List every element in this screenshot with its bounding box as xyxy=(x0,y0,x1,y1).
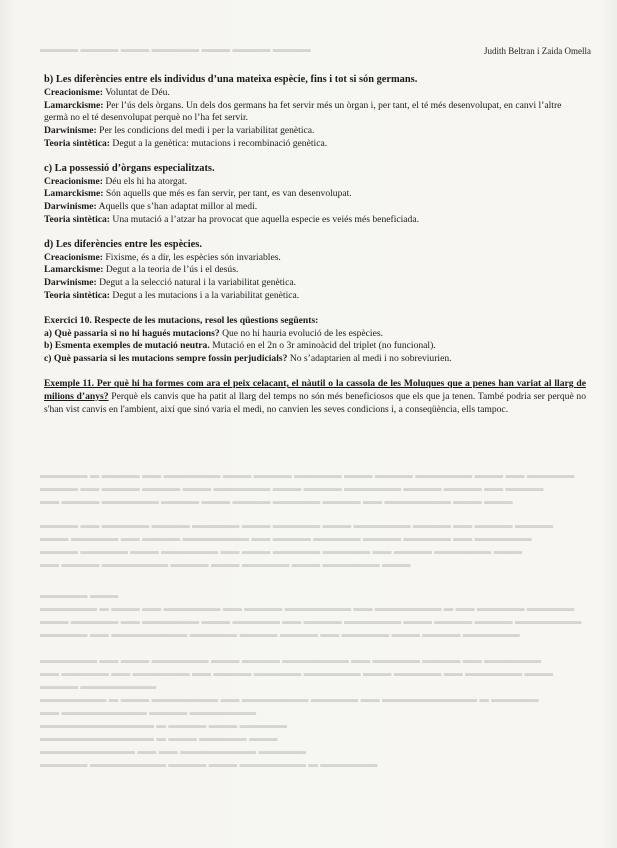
theory-answer: Degut a la selecció natural i la variabilitat genètica. xyxy=(99,277,297,289)
section-title: b) Les diferències entre els individus d’una mateixa espècie, fins i tot si són germans. xyxy=(44,74,418,85)
document-page: ▬▬▬▬ ▬▬▬▬ ▬▬▬ ▬▬▬▬▬ ▬▬▬ ▬▬▬▬ ▬▬▬▬ ▬▬▬▬▬ ▬ ▬▬▬▬ ▬▬ ▬▬▬▬▬▬ ▬▬▬ ▬▬▬▬ ▬▬▬▬▬ ▬▬▬ ▬▬▬▬ ▬▬▬▬▬▬ ▬▬▬ ▬▬ ▬▬▬▬▬ ▬▬▬▬ ▬▬ ▬▬▬▬ ▬▬▬▬ ▬▬▬ ▬▬▬▬▬▬ ▬▬▬ ▬▬▬▬ ▬▬▬▬▬▬ ▬▬▬▬ ▬▬▬▬ ▬▬ ▬▬▬▬ ▬▬ ▬▬▬▬ ▬▬▬▬▬▬ ▬▬▬▬ ▬▬▬ ▬▬▬▬ ▬▬▬▬▬ ▬▬▬▬ ▬▬ ▬▬▬▬▬▬▬ ▬▬▬ ▬▬▬ ▬▬▬▬ ▬▬ ▬▬▬▬▬ ▬▬▬▬ ▬▬▬▬▬ ▬▬▬ ▬▬▬▬▬ ▬▬▬ ▬▬▬▬▬▬ ▬▬▬▬ ▬▬ ▬▬▬▬ ▬▬▬▬ ▬▬▬ ▬▬▬▬▬ ▬▬ ▬▬▬▬ ▬▬▬▬▬▬▬ ▬▬ ▬▬▬▬ ▬▬▬▬▬ ▬▬▬▬ ▬▬▬▬▬ ▬▬ ▬▬▬▬▬▬ ▬▬▬▬ ▬▬▬▬▬ ▬▬▬ ▬▬▬▬▬▬ ▬▬ ▬▬▬ ▬▬▬▬▬ ▬▬▬▬▬ ▬▬ ▬▬▬▬ ▬▬▬▬▬▬ ▬▬▬ ▬▬ ▬▬▬▬ ▬▬▬▬▬▬▬ ▬▬▬▬ ▬▬▬ ▬▬▬▬▬ ▬▬▬ ▬▬▬▬▬▬ ▬▬▬ ▬▬▬▬▬ ▬▬▬ ▬▬▬▬▬▬ ▬ ▬▬▬ ▬▬ ▬▬▬▬▬▬ ▬▬ ▬▬▬▬ ▬▬▬▬▬▬▬ ▬▬ ▬▬▬▬▬▬▬ ▬ ▬▬ ▬▬▬▬▬ ▬▬▬▬▬ ▬▬▬ ▬▬▬▬▬ ▬▬ ▬▬▬▬▬▬ ▬▬▬ ▬▬▬▬▬ ▬▬ ▬▬▬▬ ▬▬▬▬▬▬ ▬▬▬ ▬▬▬▬ ▬▬▬▬ ▬▬▬▬▬▬▬ ▬▬▬▬▬ ▬▬ ▬▬▬▬▬▬▬▬ ▬▬▬▬▬ ▬▬▬▬ ▬▬▬▬ ▬▬ ▬▬▬▬▬ ▬▬▬ ▬▬▬▬ ▬▬▬▬▬▬ ▬▬▬▬▬▬ ▬▬ ▬▬▬ ▬▬▬▬▬▬ ▬▬▬ ▬▬▬▬ ▬▬▬▬▬▬▬ ▬▬ ▬▬▬▬▬ ▬▬▬▬ ▬▬ ▬▬▬▬▬▬ ▬▬ ▬▬▬▬▬ ▬▬ ▬▬▬▬▬▬ ▬▬ ▬▬▬▬ ▬▬▬▬▬ ▬▬▬▬▬▬ ▬▬▬ ▬▬▬▬▬ ▬▬ ▬▬▬▬▬▬ ▬▬▬ ▬▬▬▬ ▬▬▬▬▬▬▬▬ ▬▬▬▬▬▬▬ ▬ ▬▬▬ ▬▬▬▬▬▬▬ ▬▬ ▬▬▬▬▬▬▬ ▬▬▬▬▬ ▬▬ ▬▬▬▬▬▬▬▬▬▬ ▬ ▬▬▬▬▬ ▬▬ ▬▬▬▬▬▬▬▬▬ ▬▬▬▬ ▬▬▬▬▬▬▬ ▬▬▬▬▬▬▬▬▬▬▬▬ ▬ ▬▬▬▬ ▬▬▬ ▬▬▬▬▬ ▬▬▬▬▬▬▬▬▬▬▬▬ ▬ ▬▬▬ ▬▬▬▬▬ ▬▬▬ ▬▬▬▬▬▬▬▬▬▬ ▬▬ ▬▬ ▬▬▬▬▬▬▬▬ ▬▬▬▬▬ ▬▬▬▬▬ ▬▬▬▬▬▬▬▬ ▬▬▬▬ ▬▬▬ ▬▬▬▬▬▬▬ ▬ ▬▬▬▬▬▬ Judith Beltran i Zaida Omella b) Les diferències entre els individus d’una mateixa espècie, fins i tot si són germans. Creacionisme: Voluntat de Déu. Lamarckisme: Per l’ús dels òrgans. Un dels dos germans ha fet servir més un òrgan i, per tant, el té més desenvolupat, en canvi l’altre germà no el té desenvolupat perquè no l’ha fet servir. Darwinisme: Per les condicions del medi i per la variabilitat genètica. Teoria sintètica: Degut a la genètica: mutacions i recombinació genètica. c) La possessió d’òrgans especialitzats. Creacionisme: Déu els hi ha atorgat. Lamarckisme: Són aquells que més es fan servir, per tant, es van desenvolupat. Darwinisme: Aquells que s’han adaptat millor al medi. Teoria sintètica: Una mutació a l’atzar ha provocat que aquella especie es veiés més beneficiada. d) Les diferències entre les espècies. Creacionisme: Fixisme, és a dir, les espècies són invariables. Lamarckisme: Degut a la teoria de l’ús i el desús. Darwinisme: Degut a la selecció natural i la variabilitat genètica. Teoria sintètica: Degut a les mutacions i a la variabilitat genètica. Exercici 10. Respecte de les mutacions, resol les qüestions següents: a) Què passaria si no hi hagués mutacions? Que no hi hauria evolució de les espècies. b) Esmenta exemples de mutació neutra. Mutació en el 2n o 3r aminoàcid del triplet (no funcional). c) Què passaria si les mutacions sempre fossin perjudicials? No s’adaptarien al medi i no sobreviurien. Exemple 11. Per què hi ha formes com ara el peix celacant, el nàutil o la cassola de les Moluques que a penes han variat al llarg de milions d’anys? Perquè els canvis que ha patit al llarg del temps no són més beneficiosos que els que ja tenen. També podria ser perquè no s'han vist canvis en l'ambient, així que sinó varia el medi, no canvien les seves condicions i, a conseqüència, ells tampoc. xyxy=(0,0,617,848)
document-body xyxy=(44,74,586,428)
theory-answer: Déu els hi ha atorgat. xyxy=(105,175,187,187)
theory-label: Darwinisme: xyxy=(44,277,97,289)
answer-row xyxy=(44,252,586,265)
question-row xyxy=(44,340,586,353)
exercise-title: Exercici 10. Respecte de les mutacions, resol les qüestions següents: xyxy=(44,314,319,326)
theory-label: Lamarckisme: xyxy=(44,99,104,111)
answer-row xyxy=(44,100,586,126)
theory-answer: Una mutació a l’atzar ha provocat que aquella especie es veiés més beneficiada. xyxy=(112,213,419,225)
theory-label: Lamarckisme: xyxy=(44,264,104,276)
answer-row xyxy=(44,201,586,214)
answer-row xyxy=(44,264,586,277)
section-c xyxy=(44,163,586,227)
theory-label: Creacionisme: xyxy=(44,251,103,263)
theory-label: Darwinisme: xyxy=(44,125,97,137)
question-answer: No s’adaptarien al medi i no sobreviurien. xyxy=(289,353,452,365)
answer-row xyxy=(44,290,586,303)
question-text: c) Què passaria si les mutacions sempre fossin perjudicials? xyxy=(44,353,288,365)
example-11 xyxy=(44,378,586,416)
theory-label: Teoria sintètica: xyxy=(44,289,110,301)
theory-answer: Per les condicions del medi i per la variabilitat genètica. xyxy=(99,125,315,137)
answer-row xyxy=(44,87,586,100)
exercise-10 xyxy=(44,315,586,366)
section-b xyxy=(44,74,586,151)
theory-label: Teoria sintètica: xyxy=(44,213,110,225)
answer-row xyxy=(44,277,586,290)
answer-row xyxy=(44,138,586,151)
question-text: a) Què passaria si no hi hagués mutacions? xyxy=(44,327,220,339)
answer-row xyxy=(44,188,586,201)
theory-label: Lamarckisme: xyxy=(44,188,104,200)
theory-answer: Degut a la teoria de l’ús i el desús. xyxy=(105,264,239,276)
theory-answer: Per l’ús dels òrgans. Un dels dos germans ha fet servir més un òrgan i, per tant, el té més desenvolupat, en canvi l’altre germà no el té desenvolupat perquè no l’ha fet servir. xyxy=(44,99,562,124)
answer-row xyxy=(44,214,586,227)
question-row xyxy=(44,328,586,341)
question-answer: Mutació en el 2n o 3r aminoàcid del triplet (no funcional). xyxy=(212,340,436,352)
section-title: d) Les diferències entre les espècies. xyxy=(44,238,202,250)
example-answer: Perquè els canvis que ha patit al llarg del temps no són més beneficiosos que els que ja tenen. També podria ser perquè no s'han vist canvis en l'ambient, així que sinó varia el medi, no canvien les seves condicions i, a conseqüència, ells tampoc. xyxy=(44,390,586,415)
theory-label: Creacionisme: xyxy=(44,86,103,98)
theory-answer: Són aquells que més es fan servir, per tant, es van desenvolupat. xyxy=(105,188,352,200)
answer-row xyxy=(44,176,586,189)
question-answer: Que no hi hauria evolució de les espècies. xyxy=(222,327,383,339)
theory-answer: Degut a la genètica: mutacions i recombinació genètica. xyxy=(112,137,328,149)
theory-label: Creacionisme: xyxy=(44,175,103,187)
section-title: c) La possessió d’òrgans especialitzats. xyxy=(44,162,215,174)
theory-answer: Degut a les mutacions i a la variabilitat genètica. xyxy=(112,289,300,301)
theory-answer: Voluntat de Déu. xyxy=(105,86,170,98)
theory-label: Darwinisme: xyxy=(44,201,97,213)
example-title-text: Exemple 11. Per què hi ha formes com ara el peix celacant, el nàutil o la cassola de les Moluques que a penes han variat al llarg de milions d’anys? xyxy=(44,377,586,402)
theory-label: Teoria sintètica: xyxy=(44,137,110,149)
theory-answer: Fixisme, és a dir, les espècies són invariables. xyxy=(105,251,281,263)
theory-answer: Aquells que s’han adaptat millor al medi. xyxy=(98,201,258,213)
question-text: b) Esmenta exemples de mutació neutra. xyxy=(44,340,210,352)
question-row xyxy=(44,353,586,366)
answer-row xyxy=(44,125,586,138)
page-header-author: Judith Beltran i Zaida Omella xyxy=(484,46,591,56)
section-d xyxy=(44,239,586,303)
